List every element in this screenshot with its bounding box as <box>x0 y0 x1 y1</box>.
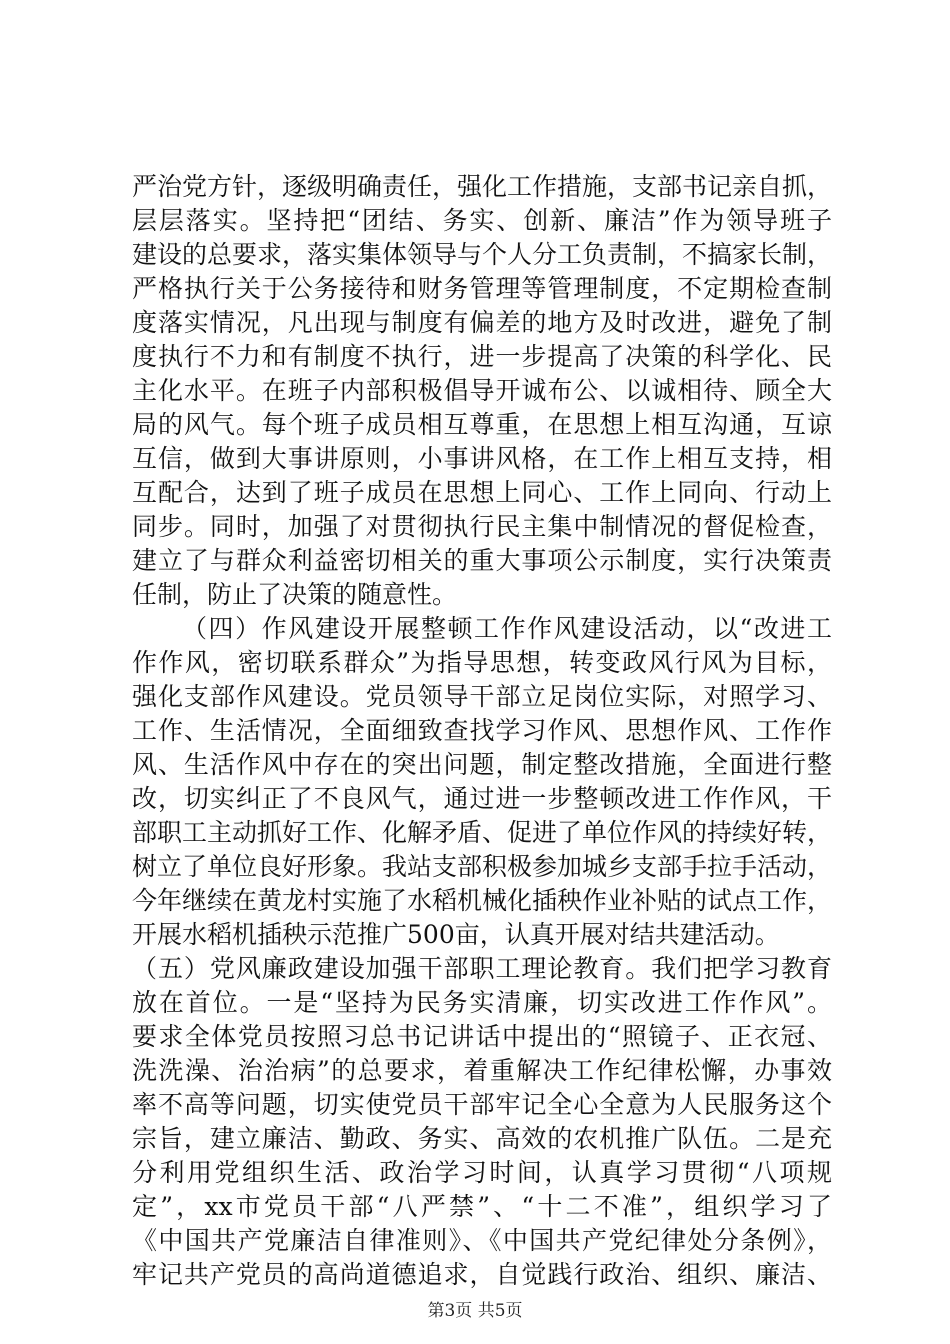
paragraph-line: 严治党方针，逐级明确责任，强化工作措施，支部书记亲自抓， <box>132 172 832 201</box>
paragraph-line: 建设的总要求，落实集体领导与个人分工负责制，不搞家长制， <box>132 240 832 269</box>
paragraph-line: 作作风，密切联系群众”为指导思想，转变政风行风为目标， <box>132 648 832 677</box>
paragraph-line: 互信，做到大事讲原则，小事讲风格，在工作上相互支持，相 <box>132 444 832 473</box>
paragraph-line: 互配合，达到了班子成员在思想上同心、工作上同向、行动上 <box>132 478 832 507</box>
paragraph-line: 建立了与群众利益密切相关的重大事项公示制度，实行决策责 <box>132 546 832 575</box>
paragraph-line: 放在首位。一是“坚持为民务实清廉，切实改进工作作风”。 <box>132 988 832 1017</box>
paragraph-line: 《中国共产党廉洁自律准则》、《中国共产党纪律处分条例》， <box>132 1226 832 1255</box>
paragraph-line: 度落实情况，凡出现与制度有偏差的地方及时改进，避免了制 <box>132 308 832 337</box>
paragraph-line: 要求全体党员按照习总书记讲话中提出的“照镜子、正衣冠、 <box>132 1022 832 1051</box>
page-number-footer: 第3页 共5页 <box>427 1301 523 1321</box>
paragraph-line: 严格执行关于公务接待和财务管理等管理制度，不定期检查制 <box>132 274 832 303</box>
paragraph-line: 工作、生活情况，全面细致查找学习作风、思想作风、工作作 <box>132 716 832 745</box>
paragraph-line: 定”，xx市党员干部“八严禁”、“十二不准”，组织学习了 <box>132 1192 832 1221</box>
paragraph-line: 开展水稻机插秧示范推广500亩，认真开展对结共建活动。 <box>132 920 780 949</box>
paragraph-line: 同步。同时，加强了对贯彻执行民主集中制情况的督促检查， <box>132 512 832 541</box>
paragraph-line: 风、生活作风中存在的突出问题，制定整改措施，全面进行整 <box>132 750 832 779</box>
paragraph-line: 任制，防止了决策的随意性。 <box>132 580 458 609</box>
paragraph-line: 率不高等问题，切实使党员干部牢记全心全意为人民服务这个 <box>132 1090 832 1119</box>
paragraph-line: 分利用党组织生活、政治学习时间，认真学习贯彻“八项规 <box>132 1158 832 1187</box>
paragraph-line: 洗洗澡、治治病”的总要求，着重解决工作纪律松懈，办事效 <box>132 1056 832 1085</box>
paragraph-line: 主化水平。在班子内部积极倡导开诚布公、以诚相待、顾全大 <box>132 376 832 405</box>
paragraph-line: 改，切实纠正了不良风气，通过进一步整顿改进工作作风，干 <box>132 784 832 813</box>
paragraph-line: 部职工主动抓好工作、化解矛盾、促进了单位作风的持续好转， <box>132 818 832 847</box>
paragraph-line: 树立了单位良好形象。我站支部积极参加城乡支部手拉手活动， <box>132 852 832 881</box>
paragraph-line: 牢记共产党员的高尚道德追求，自觉践行政治、组织、廉洁、 <box>132 1260 832 1289</box>
section-heading-line: （五）党风廉政建设加强干部职工理论教育。我们把学习教育 <box>132 954 832 983</box>
paragraph-line: 今年继续在黄龙村实施了水稻机械化插秧作业补贴的试点工作， <box>132 886 832 915</box>
paragraph-line: 局的风气。每个班子成员相互尊重，在思想上相互沟通，互谅 <box>132 410 832 439</box>
paragraph-line: 强化支部作风建设。党员领导干部立足岗位实际，对照学习、 <box>132 682 832 711</box>
paragraph-line: 层层落实。坚持把“团结、务实、创新、廉洁”作为领导班子 <box>132 206 832 235</box>
paragraph-line: 宗旨，建立廉洁、勤政、务实、高效的农机推广队伍。二是充 <box>132 1124 832 1153</box>
section-heading-line: （四）作风建设开展整顿工作作风建设活动，以“改进工 <box>182 614 832 643</box>
paragraph-line: 度执行不力和有制度不执行，进一步提高了决策的科学化、民 <box>132 342 832 371</box>
